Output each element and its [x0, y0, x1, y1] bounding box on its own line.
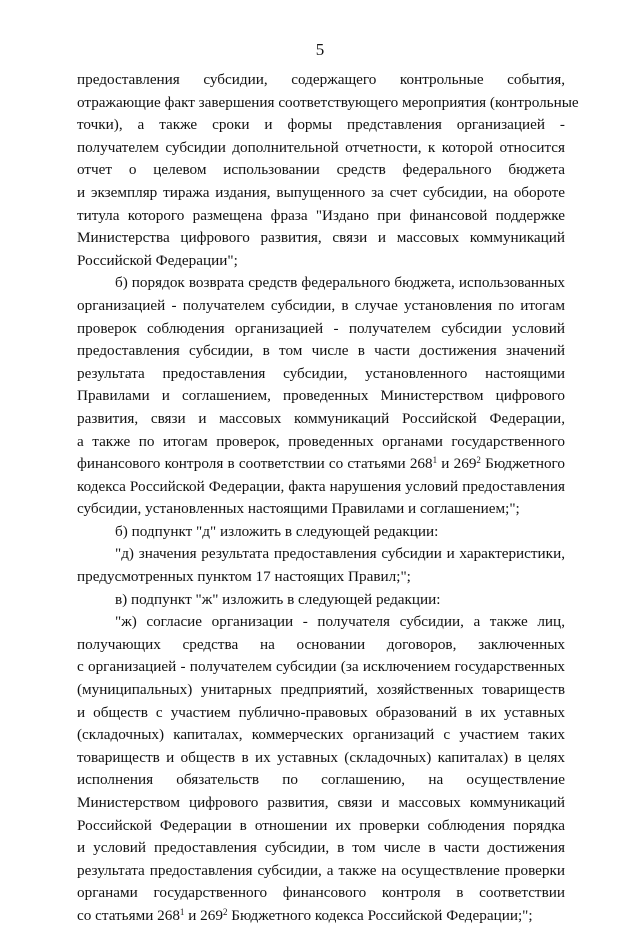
text-line: б) подпункт "д" изложить в следующей редакции:	[115, 522, 439, 540]
text-line: Министерства цифрового развития, связи и массовых коммуникаций	[77, 229, 565, 247]
text-line: предоставления субсидии, в том числе в части достижения значений	[77, 342, 565, 360]
text-line: и экземпляр тиража издания, выпущенного за счет субсидии, на обороте	[77, 183, 565, 201]
text-segment: Бюджетного кодекса Российской Федерации;";	[227, 906, 533, 924]
text-line: Министерством цифрового развития, связи и массовых коммуникаций	[77, 794, 565, 811]
text-line: субсидии, установленных настоящими Правилами и соглашением;";	[77, 500, 520, 518]
text-line: а также по итогам проверок, проведенных органами государственного	[77, 432, 565, 450]
text-line: результата предоставления субсидии, а также на осуществление проверки	[77, 861, 565, 879]
text-line: получающих средства на основании договоров, заключенных	[77, 635, 565, 653]
text-line: предоставления субсидии, содержащего контрольные события,	[77, 71, 565, 88]
text-line: Российской Федерации в отношении их проверки соблюдения порядка	[77, 816, 565, 834]
text-line: б) порядок возврата средств федерального бюджета, использованных	[115, 274, 565, 292]
text-line: органами государственного финансового контроля в соответствии	[77, 884, 565, 902]
text-line: и обществ с участием публично-правовых образований в их уставных	[77, 703, 565, 721]
text-line	[77, 905, 565, 928]
text-line: исполнения обязательств по соглашению, на осуществление	[77, 771, 565, 789]
superscript: 1	[179, 906, 185, 917]
superscript: 1	[432, 455, 438, 466]
text-line: организацией - получателем субсидии, в случае установления по итогам	[77, 296, 565, 314]
text-line: результата предоставления субсидии, установленного настоящими	[77, 364, 565, 382]
superscript: 2	[222, 906, 228, 917]
text-line: (складочных) капиталах, коммерческих организаций с участием таких	[77, 726, 565, 744]
text-line: кодекса Российской Федерации, факта нарушения условий предоставления	[77, 477, 565, 495]
text-line: предусмотренных пунктом 17 настоящих Правил;";	[77, 568, 411, 586]
text-line: отчет о целевом использовании средств федерального бюджета	[77, 161, 565, 179]
document-body	[77, 69, 579, 928]
text-line: с организацией - получателем субсидии (за исключением государственных	[77, 658, 565, 676]
superscript: 2	[476, 455, 481, 466]
text-segment: финансового контроля в соответствии со статьями 268	[77, 455, 433, 473]
text-line: товариществ и обществ в их уставных (складочных) капиталах) в целях	[77, 748, 565, 766]
text-line: и условий предоставления субсидии, в том числе в части достижения	[77, 839, 565, 857]
text-line	[77, 453, 565, 476]
text-segment: и 269	[437, 455, 477, 473]
text-line: Правилами и соглашением, проведенных Министерством цифрового	[77, 387, 565, 405]
text-line: проверок соблюдения организацией - получателем субсидии условий	[77, 319, 565, 337]
text-line: точки), а также сроки и формы представления организацией -	[77, 116, 565, 134]
text-segment: со статьями 268	[77, 906, 180, 924]
text-line: получателем субсидии дополнительной отчетности, к которой относится	[77, 138, 565, 156]
text-line: Российской Федерации";	[77, 251, 238, 269]
text-line: (муниципальных) унитарных предприятий, хозяйственных товариществ	[77, 681, 565, 699]
text-line: "д) значения результата предоставления субсидии и характеристики,	[115, 545, 565, 563]
text-line: титула которого размещена фраза "Издано при финансовой поддержке	[77, 206, 565, 224]
text-segment: Бюджетного	[480, 455, 565, 473]
text-segment: и 269	[184, 906, 223, 924]
text-line: "ж) согласие организации - получателя субсидии, а также лиц,	[115, 613, 565, 631]
page-number: 5	[315, 40, 325, 59]
text-line: отражающие факт завершения соответствующего мероприятия (контрольные	[77, 93, 579, 111]
text-line: в) подпункт "ж" изложить в следующей редакции:	[115, 590, 441, 608]
text-line: развития, связи и массовых коммуникаций Российской Федерации,	[77, 409, 565, 427]
